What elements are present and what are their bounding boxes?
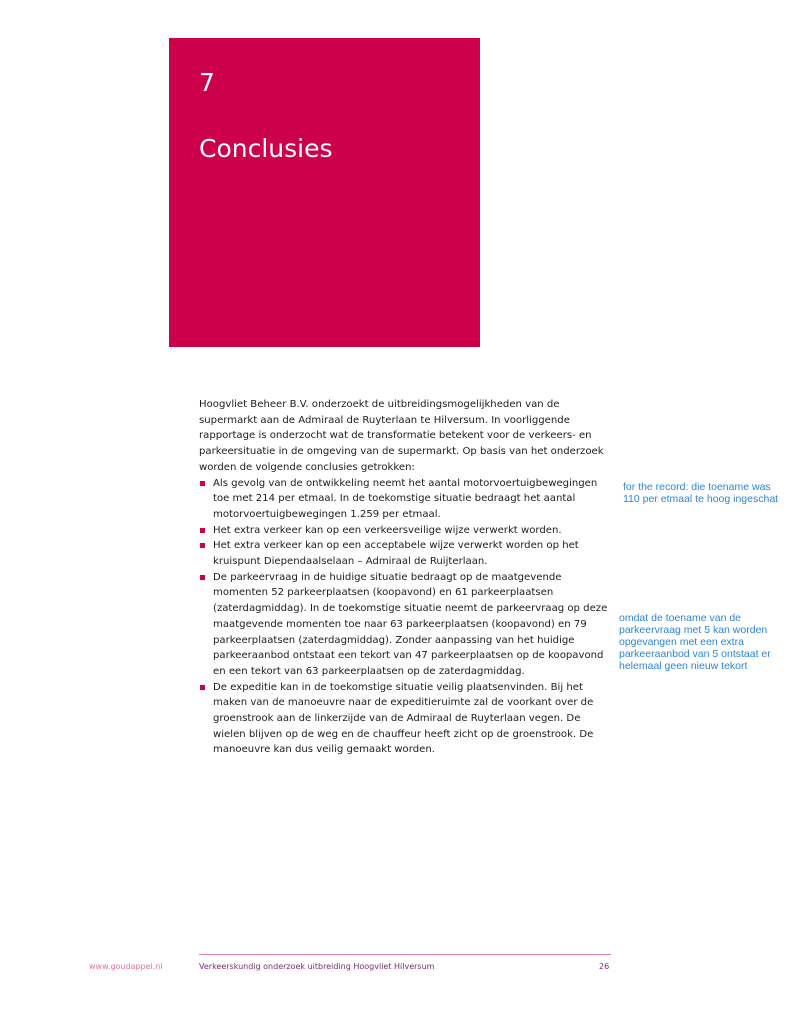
- bullet-square-icon: [200, 528, 205, 533]
- chapter-header-block: [169, 38, 480, 347]
- bullet-square-icon: [200, 575, 205, 580]
- list-item-text: Het extra verkeer kan op een verkeersveilige wijze verwerkt worden.: [213, 524, 562, 536]
- list-item-text: Als gevolg van de ontwikkeling neemt het aantal motorvoertuigbewegingen toe met 214 per etmaal. In de toekomstige situatie bedraagt het aantal motorvoertuigbewegingen 1.259 per etmaal.: [213, 477, 598, 520]
- bullet-square-icon: [200, 543, 205, 548]
- chapter-number: 7: [199, 68, 215, 97]
- margin-comment[interactable]: for the record: die toename was 110 per etmaal te hoog ingeschat: [623, 481, 779, 505]
- page-number: 26: [599, 962, 610, 971]
- footer-document-title: Verkeerskundig onderzoek uitbreiding Hoogvliet Hilversum: [199, 962, 435, 971]
- list-item: [199, 680, 611, 759]
- list-item-text: De parkeervraag in de huidige situatie bedraagt op de maatgevende momenten 52 parkeerplaatsen (koopavond) en 61 parkeerplaatsen (zaterdagmiddag). In de toekomstige situatie neemt de parkeervraag op deze maatgevende momenten toe naar 63 parkeerplaatsen (koopavond) en 79 parkeerplaatsen (zaterdagmiddag). Zonder aanpassing van het huidige parkeeraanbod ontstaat een tekort van 47 parkeerplaatsen op de koopavond en een tekort van 63 parkeerplaatsen op de zaterdagmiddag.: [213, 571, 608, 677]
- bullet-square-icon: [200, 685, 205, 690]
- list-item-text: De expeditie kan in de toekomstige situatie veilig plaatsenvinden. Bij het maken van de manoeuvre naar de expeditieruimte zal de voorkant over de groenstrook aan de linkerzijde van de Admiraal de Ruyterlaan vegen. De wielen blijven op de weg en de chauffeur heeft zicht op de groenstrook. De manoeuvre kan dus veilig gemaakt worden.: [213, 681, 594, 756]
- margin-comment[interactable]: omdat de toename van de parkeervraag met 5 kan worden opgevangen met een extra parkeeraanbod van 5 ontstaat er helemaal geen nieuw tekort: [619, 612, 771, 672]
- footer-website: www.goudappel.nl: [89, 962, 163, 971]
- footer-divider: [199, 954, 611, 955]
- list-item: [199, 523, 611, 539]
- list-item: [199, 570, 611, 680]
- intro-paragraph: Hoogvliet Beheer B.V. onderzoekt de uitbreidingsmogelijkheden van de supermarkt aan de Admiraal de Ruyterlaan te Hilversum. In voorliggende rapportage is onderzocht wat de transformatie betekent voor de verkeers- en parkeersituatie in de omgeving van de supermarkt. Op basis van het onderzoek worden de volgende conclusies getrokken:: [199, 399, 604, 473]
- bullet-square-icon: [200, 481, 205, 486]
- list-item-text: Het extra verkeer kan op een acceptabele wijze verwerkt worden op het kruispunt Diependaalselaan – Admiraal de Ruijterlaan.: [213, 540, 579, 568]
- conclusions-list: [199, 476, 611, 759]
- chapter-title: Conclusies: [199, 134, 333, 163]
- list-item: [199, 476, 611, 523]
- body-text: [199, 397, 611, 758]
- list-item: [199, 538, 611, 569]
